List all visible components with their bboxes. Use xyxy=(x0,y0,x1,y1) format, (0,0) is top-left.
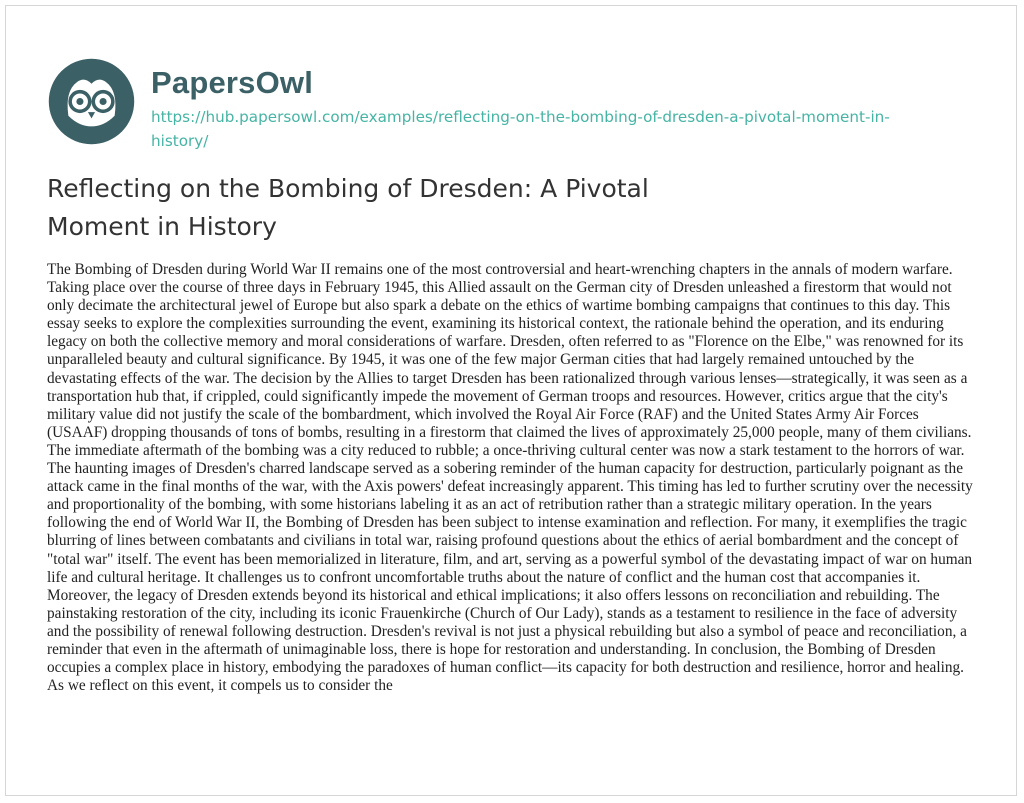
essay-body: The Bombing of Dresden during World War II remains one of the most controversial and heart-wrenching chapters in the annals of modern warfare. Taking place over the course of three days in February 1945, this Allied assault on the German city of Dresden unleashed a firestorm that would not only decimate the architectural jewel of Europe but also spark a debate on the ethics of wartime bombing campaigns that continues to this day. This essay seeks to explore the complexities surrounding the event, examining its historical context, the rationale behind the operation, and its enduring legacy on both the collective memory and moral considerations of warfare. Dresden, often referred to as "Florence on the Elbe," was renowned for its unparalleled beauty and cultural significance. By 1945, it was one of the few major German cities that had largely remained untouched by the devastating effects of the war. The decision by the Allies to target Dresden has been rationalized through various lenses—strategically, it was seen as a transportation hub that, if crippled, could significantly impede the movement of German troops and resources. However, critics argue that the city's military value did not justify the scale of the bombardment, which involved the Royal Air Force (RAF) and the United States Army Air Forces (USAAF) dropping thousands of tons of bombs, resulting in a firestorm that claimed the lives of approximately 25,000 people, many of them civilians. The immediate aftermath of the bombing was a city reduced to rubble; a once-thriving cultural center was now a stark testament to the horrors of war. The haunting images of Dresden's charred landscape served as a sobering reminder of the human capacity for destruction, particularly poignant as the attack came in the final months of the war, with the Axis powers' defeat increasingly apparent. This timing has led to further scrutiny over the necessity and proportionality of the bombing, with some historians labeling it as an act of retribution rather than a strategic military operation. In the years following the end of World War II, the Bombing of Dresden has been subject to intense examination and reflection. For many, it exemplifies the tragic blurring of lines between combatants and civilians in total war, raising profound questions about the ethics of aerial bombardment and the concept of "total war" itself. The event has been memorialized in literature, film, and art, serving as a powerful symbol of the devastating impact of war on human life and cultural heritage. It challenges us to confront uncomfortable truths about the nature of conflict and the human cost that accompanies it. Moreover, the legacy of Dresden extends beyond its historical and ethical implications; it also offers lessons on reconciliation and rebuilding. The painstaking restoration of the city, including its iconic Frauenkirche (Church of Our Lady), stands as a testament to resilience in the face of adversity and the possibility of renewal following destruction. Dresden's revival is not just a physical rebuilding but also a symbol of peace and reconciliation, a reminder that even in the aftermath of unimaginable loss, there is hope for restoration and understanding. In conclusion, the Bombing of Dresden occupies a complex place in history, embodying the paradoxes of human conflict—its capacity for both destruction and resilience, horror and healing. As we reflect on this event, it compels us to consider the xyxy=(47,261,973,695)
essay-title: Reflecting on the Bombing of Dresden: A Pivotal Moment in History xyxy=(47,174,649,241)
owl-logo-icon xyxy=(47,57,136,146)
brand-text xyxy=(151,66,911,153)
brand-name: PapersOwl xyxy=(151,65,314,100)
brand-header xyxy=(47,57,911,153)
essay-source-link[interactable]: https://hub.papersowl.com/examples/reflecting-on-the-bombing-of-dresden-a-pivotal-moment-in-history/ xyxy=(151,108,890,150)
